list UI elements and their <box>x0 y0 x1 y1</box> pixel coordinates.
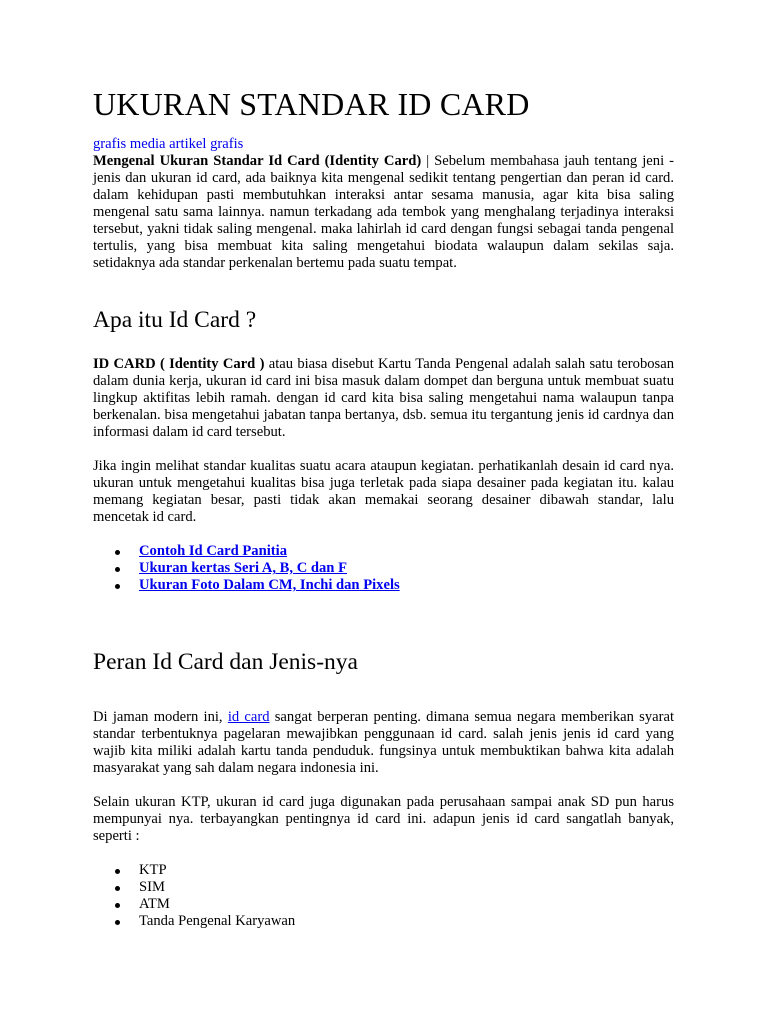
section2-block <box>93 709 674 930</box>
bullet-icon <box>115 886 120 891</box>
list-item-text: SIM <box>139 879 165 895</box>
list-item-text: Tanda Pengenal Karyawan <box>139 913 296 929</box>
section-heading-peran: Peran Id Card dan Jenis-nya <box>93 649 358 675</box>
intro-block <box>93 136 674 272</box>
bullet-icon <box>115 920 120 925</box>
bullet-icon <box>115 567 120 572</box>
intro-separator: | <box>421 153 435 169</box>
page-title: UKURAN STANDAR ID CARD <box>93 86 530 122</box>
id-card-types-list <box>93 862 674 930</box>
list-item-text: ATM <box>139 896 170 912</box>
related-link-contoh-id-card[interactable]: Contoh Id Card Panitia <box>139 543 287 559</box>
intro-bold-lead: Mengenal Ukuran Standar Id Card (Identity Card) <box>93 153 422 169</box>
related-link-ukuran-foto[interactable]: Ukuran Foto Dalam CM, Inchi dan Pixels <box>139 577 400 593</box>
related-links-list <box>93 543 674 594</box>
section1-paragraph-1 <box>93 356 674 441</box>
category-link[interactable]: grafis media artikel grafis <box>93 136 244 152</box>
id-card-link[interactable]: id card <box>227 709 270 725</box>
section-heading-apa-itu: Apa itu Id Card ? <box>93 307 257 333</box>
list-item <box>93 896 674 913</box>
list-item <box>93 862 674 879</box>
list-item <box>93 879 674 896</box>
list-item <box>93 577 674 594</box>
bullet-icon <box>115 550 120 555</box>
bullet-icon <box>115 869 120 874</box>
list-item <box>93 543 674 560</box>
section1-paragraph-2: Jika ingin melihat standar kualitas suatu acara ataupun kegiatan. perhatikanlah desain id card nya. ukuran untuk mengetahui kualitas bisa juga terletak pada siapa desainer pada kegiatan itu. kalau memang kegiatan besar, pasti tidak akan memakai seorang desainer dibawah standar, lalu mencetak id card. <box>93 458 674 525</box>
section2-text-1: sangat berperan penting. dimana semua negara memberikan syarat standar terbentuknya pagelaran mewajibkan penggunaan id card. salah jenis jenis id card yang wajib kita miliki adalah kartu tanda penduduk. fungsinya untuk membuktikan bahwa kita adalah masyarakat yang sah dalam negara indonesia ini. <box>93 709 675 776</box>
section1-block <box>93 356 674 594</box>
section1-text-1: atau biasa disebut Kartu Tanda Pengenal adalah salah satu terobosan dalam dunia kerja, ukuran id card ini bisa masuk dalam dompet dan berguna untuk membuat suatu lingkup aktifitas lebih ramah. dengan id card kita bisa saling mengetahui nama walaupun tanpa berkenalan. bisa mengetahui jabatan tanpa bertanya, dsb. semua itu tergantung jenis id cardnya dan informasi dalam id card tersebut. <box>93 356 674 440</box>
related-link-ukuran-kertas[interactable]: Ukuran kertas Seri A, B, C dan F <box>139 560 347 576</box>
section1-bold-lead: ID CARD ( Identity Card ) <box>93 356 265 372</box>
section2-paragraph-1 <box>93 709 674 777</box>
bullet-icon <box>115 584 120 589</box>
intro-paragraph <box>93 153 674 272</box>
intro-text: Sebelum membahasa jauh tentang jeni - jenis dan ukuran id card, ada baiknya kita mengenal sedikit tentang pengertian dan peran id card. dalam kehidupan pasti membutuhkan interaksi antar sesama manusia, agar kita bisa saling mengenal satu sama lainnya. namun terkadang ada tembok yang menghalang terjadinya interaksi tersebut, yakni tidak saling mengenal. maka lahirlah id card dengan fungsi sebagai tanda pengenal tertulis, yang bisa membuat kita saling mengetahui biodata walaupun dalam sekilas saja. setidaknya ada standar perkenalan bertemu pada suatu tempat. <box>93 153 674 271</box>
list-item-text: KTP <box>139 862 167 878</box>
list-item <box>93 560 674 577</box>
bullet-icon <box>115 903 120 908</box>
section2-lead: Di jaman modern ini, <box>93 709 228 725</box>
section2-paragraph-2: Selain ukuran KTP, ukuran id card juga digunakan pada perusahaan sampai anak SD pun harus mempunyai nya. terbayangkan pentingnya id card ini. adapun jenis id card sangatlah banyak, seperti : <box>93 794 674 844</box>
list-item <box>93 913 674 930</box>
